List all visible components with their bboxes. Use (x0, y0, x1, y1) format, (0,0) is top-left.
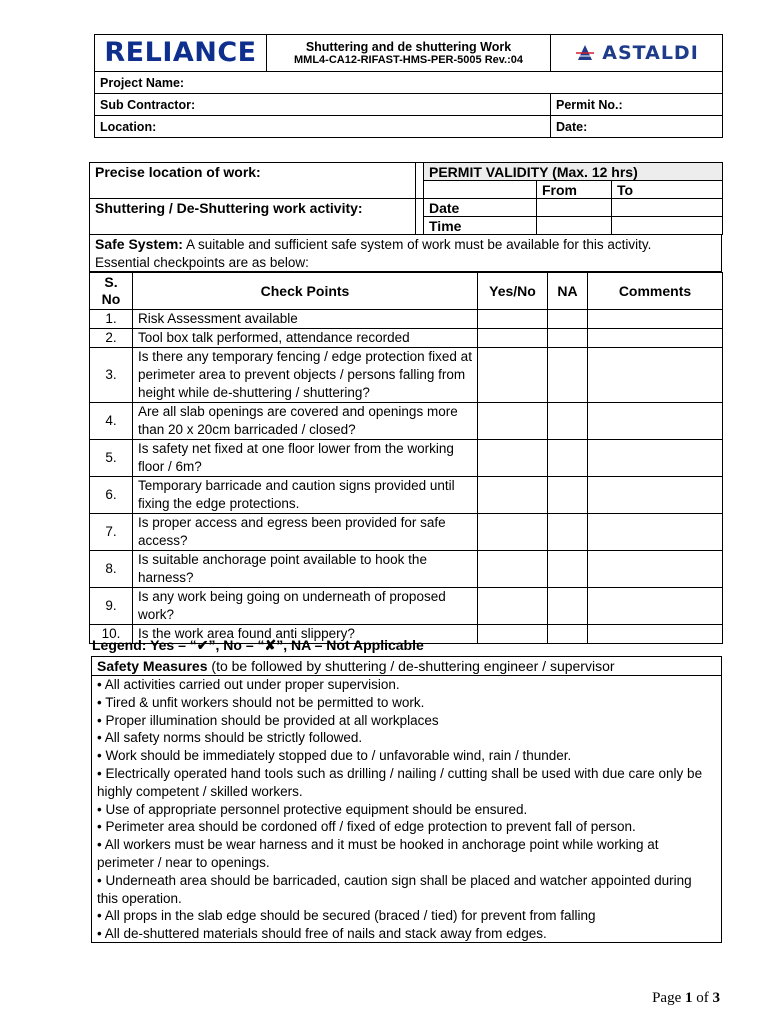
yes-no-cell[interactable] (478, 310, 548, 329)
header-comments: Comments (588, 273, 723, 310)
permit-validity-heading: PERMIT VALIDITY (Max. 12 hrs) (424, 163, 723, 181)
table-row (90, 348, 723, 403)
astaldi-logo-cell (551, 35, 723, 72)
yes-no-cell[interactable] (478, 477, 548, 514)
table-row (90, 514, 723, 551)
check-point-text: Is there any temporary fencing / edge protection fixed at perimeter area to prevent objects / persons falling from height while de-shuttering / shuttering? (133, 348, 478, 403)
header-sno: S. No (90, 273, 133, 310)
check-point-text: Are all slab openings are covered and openings more than 20 x 20cm barricaded / closed? (133, 403, 478, 440)
row-number: 9. (90, 588, 133, 625)
list-item: • Proper illumination should be provided at all workplaces (97, 712, 439, 728)
time-row-label: Time (424, 217, 537, 235)
safe-system-label: Safe System: (95, 236, 183, 252)
comments-cell[interactable] (588, 348, 723, 403)
na-cell[interactable] (548, 477, 588, 514)
list-item: • All safety norms should be strictly followed. (97, 730, 363, 746)
legend: Legend: Yes – “✔”, No – “✘”, NA – Not Applicable (92, 637, 424, 653)
from-label: From (537, 181, 612, 199)
comments-cell[interactable] (588, 588, 723, 625)
page-number (600, 990, 720, 1007)
check-point-text: Temporary barricade and caution signs provided until fixing the edge protections. (133, 477, 478, 514)
check-point-text: Is proper access and egress been provided for safe access? (133, 514, 478, 551)
row-number: 8. (90, 551, 133, 588)
na-cell[interactable] (548, 551, 588, 588)
na-cell[interactable] (548, 514, 588, 551)
yes-no-cell[interactable] (478, 403, 548, 440)
time-from-cell[interactable] (537, 217, 612, 235)
document-title: Shuttering and de shuttering Work (305, 39, 512, 54)
na-cell[interactable] (548, 329, 588, 348)
table-row (90, 403, 723, 440)
comments-cell[interactable] (588, 514, 723, 551)
validity-blank-cell (424, 181, 537, 199)
table-row (90, 588, 723, 625)
header-check-points: Check Points (133, 273, 478, 310)
safe-system-text: A suitable and sufficient safe system of work must be available for this activity. (182, 237, 652, 252)
page-of: of (692, 990, 713, 1006)
list-item: • Underneath area should be barricaded, caution sign shall be placed and watcher appointed during this operation. (97, 872, 692, 906)
reliance-logo-cell (95, 35, 267, 72)
comments-cell[interactable] (588, 310, 723, 329)
check-point-text: Is any work being going on underneath of proposed work? (133, 588, 478, 625)
safety-measures-subtitle: (to be followed by shuttering / de-shuttering engineer / supervisor (207, 658, 615, 674)
permit-no-field[interactable]: Permit No.: (551, 94, 723, 116)
yes-no-cell[interactable] (478, 514, 548, 551)
list-item: • Electrically operated hand tools such as drilling / nailing / cutting shall be used with due care only be highly competent / skilled workers. (97, 765, 703, 799)
time-to-cell[interactable] (612, 217, 723, 235)
document-number: MML4-CA12-RIFAST-HMS-PER-5005 Rev.:04 (294, 53, 524, 66)
comments-cell[interactable] (588, 551, 723, 588)
safe-system-line2: Essential checkpoints are as below: (95, 255, 309, 270)
list-item: • Use of appropriate personnel protective equipment should be ensured. (97, 801, 528, 817)
date-field[interactable]: Date: (551, 116, 723, 138)
divider-cell (416, 163, 424, 199)
yes-no-cell[interactable] (478, 348, 548, 403)
check-point-text: Is safety net fixed at one floor lower from the working floor / 6m? (133, 440, 478, 477)
row-number: 5. (90, 440, 133, 477)
safety-measures-header (92, 657, 721, 676)
table-row (90, 329, 723, 348)
row-number: 10. (90, 625, 133, 644)
location-field[interactable]: Location: (95, 116, 551, 138)
project-name-field[interactable]: Project Name: (95, 72, 723, 94)
safety-measures-box (91, 656, 722, 943)
yes-no-cell[interactable] (478, 329, 548, 348)
to-label: To (612, 181, 723, 199)
row-number: 2. (90, 329, 133, 348)
row-number: 4. (90, 403, 133, 440)
comments-cell[interactable] (588, 403, 723, 440)
table-row (90, 440, 723, 477)
date-from-cell[interactable] (537, 199, 612, 217)
check-point-text: Risk Assessment available (133, 310, 478, 329)
list-item: • Work should be immediately stopped due to / unfavorable wind, rain / thunder. (97, 748, 572, 764)
list-item: • Perimeter area should be cordoned off / fixed of edge protection to prevent fall of person. (97, 819, 636, 835)
list-item: • All workers must be wear harness and it must be hooked in anchorage point while working at perimeter / near to openings. (97, 837, 659, 870)
page-total: 3 (712, 990, 720, 1006)
permit-validity-table (89, 162, 723, 235)
sub-contractor-field[interactable]: Sub Contractor: (95, 94, 551, 116)
divider-cell-2 (416, 199, 424, 235)
row-number: 3. (90, 348, 133, 403)
yes-no-cell[interactable] (478, 440, 548, 477)
check-point-text: Tool box talk performed, attendance recorded (133, 329, 478, 348)
checklist-table (89, 272, 723, 644)
safety-measures-list (92, 676, 721, 943)
activity-field[interactable]: Shuttering / De-Shuttering work activity: (90, 199, 416, 235)
check-point-text: Is the work area found anti slippery? (133, 625, 478, 644)
comments-cell[interactable] (588, 440, 723, 477)
astaldi-emblem-icon (574, 44, 596, 62)
date-row-label: Date (424, 199, 537, 217)
list-item: • All activities carried out under proper supervision. (97, 677, 400, 692)
reliance-logo: RELIANCE (104, 37, 257, 68)
header-yes-no: Yes/No (478, 273, 548, 310)
date-to-cell[interactable] (612, 199, 723, 217)
list-item: • Tired & unfit workers should not be permitted to work. (97, 694, 425, 710)
table-row (90, 477, 723, 514)
na-cell[interactable] (548, 310, 588, 329)
astaldi-logo-text: ASTALDI (602, 42, 699, 64)
precise-location-field[interactable]: Precise location of work: (90, 163, 416, 199)
na-cell[interactable] (548, 440, 588, 477)
list-item: • All de-shuttered materials should free of nails and stack away from edges. (97, 926, 547, 942)
yes-no-cell[interactable] (478, 551, 548, 588)
na-cell[interactable] (548, 588, 588, 625)
na-cell[interactable] (548, 348, 588, 403)
safe-system-box (89, 235, 722, 272)
row-number: 1. (90, 310, 133, 329)
safety-measures-title: Safety Measures (97, 658, 208, 674)
comments-cell[interactable] (588, 477, 723, 514)
list-item: • All props in the slab edge should be secured (braced / tied) for prevent from falling (97, 908, 596, 924)
header-na: NA (548, 273, 588, 310)
page-current: 1 (685, 990, 693, 1006)
row-number: 7. (90, 514, 133, 551)
yes-no-cell[interactable] (478, 588, 548, 625)
table-row (90, 310, 723, 329)
header-table (94, 34, 723, 138)
comments-cell[interactable] (588, 329, 723, 348)
row-number: 6. (90, 477, 133, 514)
na-cell[interactable] (548, 403, 588, 440)
check-point-text: Is suitable anchorage point available to hook the harness? (133, 551, 478, 588)
page-prefix: Page (652, 990, 685, 1006)
table-row (90, 551, 723, 588)
astaldi-logo (551, 35, 722, 71)
document-title-cell (267, 35, 551, 72)
